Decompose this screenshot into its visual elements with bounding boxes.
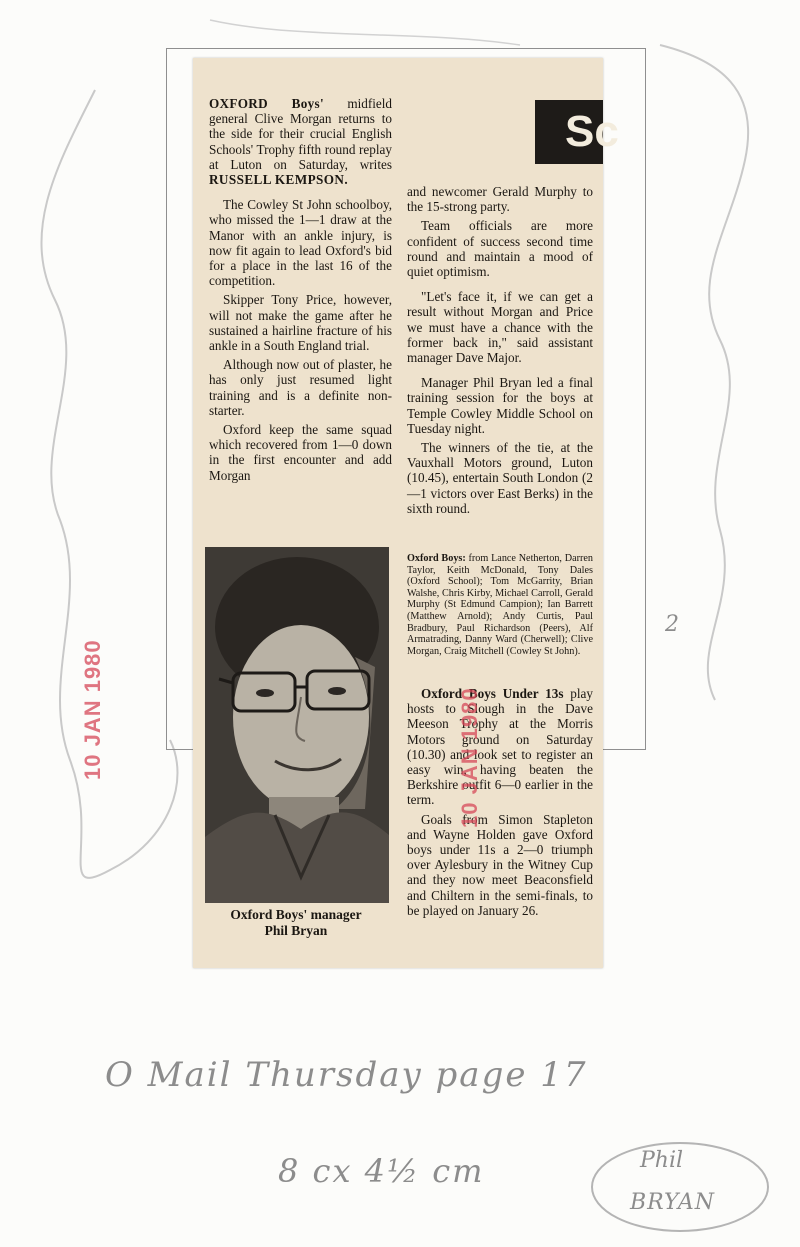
newspaper-clipping <box>193 58 619 968</box>
paragraph: The winners of the tie, at the Vauxhall Motors ground, Luton (10.45), entertain South London (2—1 victors over East Berks) in the sixth round. <box>407 440 593 516</box>
paragraph: Goals from Simon Stapleton and Wayne Holden gave Oxford boys under 11s a 2—0 triumph over Aylesbury in the Witney Cup and they now meet Beaconsfield and Chiltern in the semi-finals, to be played on January 26. <box>407 811 593 918</box>
handwritten-note-source: O Mail Thursday page 17 <box>105 1055 588 1095</box>
paragraph: Skipper Tony Price, however, will not make the game after he sustained a hairline fracture of his ankle in a South England trial. <box>209 292 392 354</box>
article-column-1 <box>209 96 392 487</box>
lead-paragraph: OXFORD Boys' midfield general Clive Morgan returns to the side for their crucial English Schools' Trophy fifth round replay at Luton on Saturday, writes RUSSELL KEMPSON. <box>209 96 392 188</box>
paragraph: The Cowley St John schoolboy, who missed the 1—1 draw at the Manor with an ankle injury, is now fit again to lead Oxford's bid for a place in the last 16 of the competition. <box>209 197 392 289</box>
circled-name-first: Phil <box>640 1148 684 1173</box>
circled-name-last: BRYAN <box>630 1190 716 1215</box>
photo-caption: Oxford Boys' manager Phil Bryan <box>230 907 362 938</box>
manager-photo <box>205 547 389 903</box>
squad-roster: Oxford Boys: from Lance Netherton, Darren Taylor, Keith McDonald, Tony Dales (Oxford School); Tom McGarrity, Brian Walshe, Chris Kirby, Michael Carroll, Gerald Murphy (St Edmund Campion); Ian Barrett (Matthew Arnold); Andy Curtis, Paul Bradbury, Paul Richardson (Peers), Alf Armatrading, Danny Ward (Cherwell); Clive Morgan, Craig Mitchell (Cowley St John). <box>407 553 594 657</box>
headline-fragment: Sc <box>535 100 603 164</box>
portrait-illustration <box>205 547 389 903</box>
quote-paragraph: "Let's face it, if we can get a result without Morgan and Price we must have a chance with the former back in," said assistant manager Dave Major. <box>407 289 593 366</box>
article-column-2 <box>407 184 593 520</box>
paragraph: Team officials are more confident of success second time round and maintain a mood of quiet optimism. <box>407 218 593 280</box>
paragraph: Oxford Boys Under 13s play hosts to Slough in the Dave Meeson Trophy at the Morris Motors ground on Saturday (10.30) and look set to register an easy win, having beaten the Berkshire outfit 6—0 earlier in the term. <box>407 686 593 808</box>
paragraph: and newcomer Gerald Murphy to the 15-strong party. <box>407 184 593 215</box>
article-column-2-lower <box>407 686 593 922</box>
margin-mark: 2 <box>665 612 679 637</box>
handwritten-note-size: 8 cx 4½ cm <box>278 1152 485 1190</box>
paragraph: Manager Phil Bryan led a final training session for the boys at Temple Cowley Middle School on Tuesday night. <box>407 375 593 436</box>
paragraph: Although now out of plaster, he has only just resumed light training and is a definite non-starter. <box>209 357 392 418</box>
date-stamp-on-photo: 10 JAN 1980 <box>457 687 482 828</box>
paragraph: Oxford keep the same squad which recovered from 1—0 down in the first encounter and add Morgan <box>209 422 392 483</box>
byline: RUSSELL KEMPSON. <box>209 172 349 188</box>
date-stamp-margin: 10 JAN 1980 <box>80 639 105 780</box>
